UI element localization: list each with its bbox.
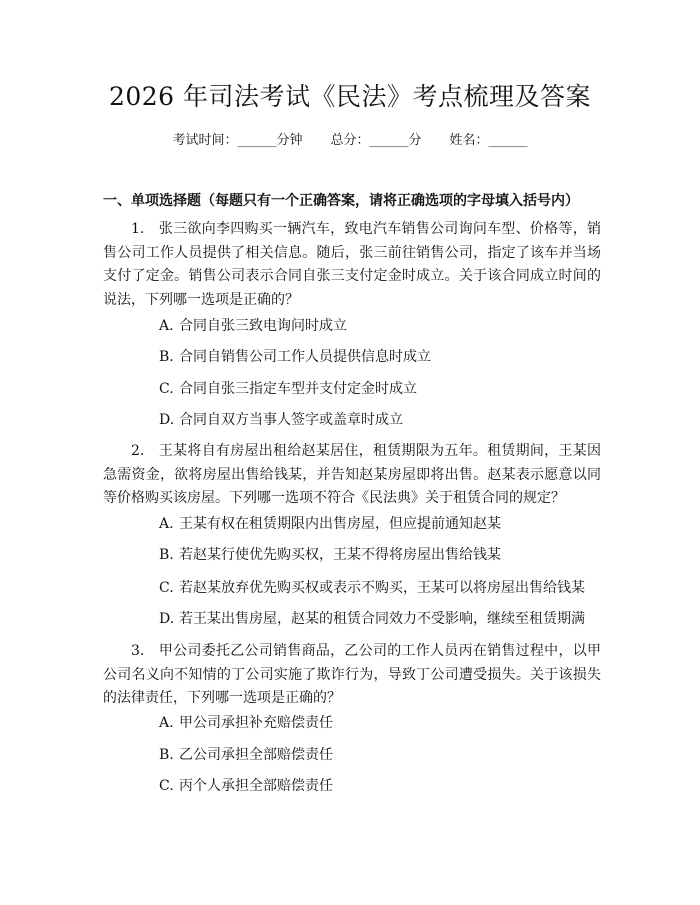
question-1-option-c <box>159 379 417 399</box>
question-1-option-b <box>159 347 431 367</box>
question-3-text: 3. 甲公司委托乙公司销售商品，乙公司的工作人员丙在销售过程中，以甲公司名义向不知情的丁公司实施了欺诈行为，导致丁公司遭受损失。关于该损失的法律责任，下列哪一选项是正确的？ <box>103 643 601 706</box>
option-text: 合同自张三指定车型并支付定金时成立 <box>179 381 417 397</box>
option-letter: A. <box>159 516 174 532</box>
option-text: 乙公司承担全部赔偿责任 <box>179 747 333 763</box>
option-letter: B. <box>159 349 174 365</box>
name-field: 姓名：______ <box>449 133 528 148</box>
option-letter: A. <box>159 715 174 731</box>
question-2-option-d <box>159 609 585 629</box>
question-1-text: 1. 张三欲向李四购买一辆汽车，致电汽车销售公司询问车型、价格等，销售公司工作人员提供了相关信息。随后，张三前往销售公司，指定了该车并当场支付了定金。销售公司表示合同自张三支付定金时成立。关于该合同成立时间的说法，下列哪一选项是正确的？ <box>103 221 601 308</box>
question-2-option-c <box>159 578 585 598</box>
section-heading: 一、单项选择题（每题只有一个正确答案，请将正确选项的字母填入括号内） <box>103 193 579 209</box>
document-title: 2026 年司法考试《民法》考点梳理及答案 <box>108 82 592 111</box>
exam-time-field: 考试时间：______分钟 <box>172 133 303 148</box>
option-letter: B. <box>159 747 174 763</box>
total-score-field: 总分：______分 <box>330 133 422 148</box>
question-2-option-a <box>159 514 501 534</box>
option-letter: D. <box>159 412 175 428</box>
option-letter: B. <box>159 547 174 563</box>
option-letter: D. <box>159 611 175 627</box>
question-2-text: 2. 王某将自有房屋出租给赵某居住，租赁期限为五年。租赁期间，王某因急需资金，欲将房屋出售给钱某，并告知赵某房屋即将出售。赵某表示愿意以同等价格购买该房屋。下列哪一选项不符合《民法典》关于租赁合同的规定？ <box>103 443 601 506</box>
question-3-option-a <box>159 713 333 733</box>
option-text: 合同自销售公司工作人员提供信息时成立 <box>179 349 431 365</box>
exam-info-line <box>0 131 700 151</box>
option-letter: C. <box>159 778 174 794</box>
option-text: 若赵某放弃优先购买权或表示不购买，王某可以将房屋出售给钱某 <box>179 580 585 596</box>
question-2-option-b <box>159 545 501 565</box>
question-3-option-c <box>159 776 333 796</box>
option-text: 合同自张三致电询问时成立 <box>179 318 347 334</box>
option-text: 若王某出售房屋，赵某的租赁合同效力不受影响，继续至租赁期满 <box>179 611 585 627</box>
option-text: 甲公司承担补充赔偿责任 <box>179 715 333 731</box>
question-1-option-d <box>159 410 403 430</box>
option-text: 丙个人承担全部赔偿责任 <box>179 778 333 794</box>
option-text: 合同自双方当事人签字或盖章时成立 <box>179 412 403 428</box>
question-3-option-b <box>159 745 333 765</box>
question-1-option-a <box>159 316 347 336</box>
option-letter: A. <box>159 318 174 334</box>
option-letter: C. <box>159 580 174 596</box>
option-letter: C. <box>159 381 174 397</box>
option-text: 王某有权在租赁期限内出售房屋，但应提前通知赵某 <box>179 516 501 532</box>
option-text: 若赵某行使优先购买权，王某不得将房屋出售给钱某 <box>179 547 501 563</box>
